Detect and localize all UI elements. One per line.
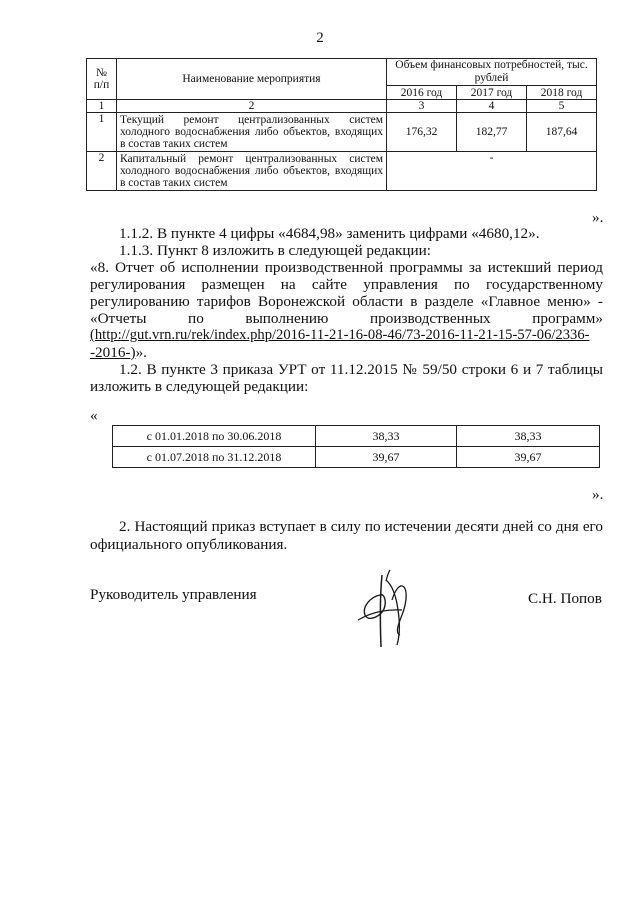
row-value-2017: 182,77 (457, 113, 527, 152)
header-volume: Объем финансовых потребностей, тыс. рублей (387, 59, 597, 86)
quote-close-1: ». (592, 209, 604, 226)
row-name: Капитальный ремонт централизованных систем холодного водоснабжения либо объектов, входящих в состав таких систем (117, 152, 387, 191)
item8-line2: регулирования размещен на сайте управления по государственному (90, 276, 603, 293)
row-name: Текущий ремонт централизованных систем холодного водоснабжения либо объектов, входящих в состав таких систем (117, 113, 387, 152)
row-num: 2 (87, 152, 117, 191)
signature-position: Руководитель управления (90, 586, 257, 603)
item8-line3: регулированию тарифов Воронежской области в разделе «Главное меню» - (90, 293, 603, 310)
signature-name: С.Н. Попов (528, 590, 602, 607)
period-cell: с 01.01.2018 по 30.06.2018 (113, 426, 316, 447)
item8-line4: «Отчеты по выполнению производственных программ» (90, 310, 603, 327)
header-name: Наименование мероприятия (117, 59, 387, 100)
item8-line1: «8. Отчет об исполнении производственной программы за истекший период (90, 259, 603, 276)
row-num: 1 (87, 113, 117, 152)
value-cell: 39,67 (316, 447, 457, 468)
row-dash: - (387, 152, 597, 191)
table-row (87, 113, 597, 152)
table-row (113, 426, 600, 447)
table-index-row (87, 100, 597, 113)
paragraph-1-1-2: 1.1.2. В пункте 4 цифры «4684,98» заменить цифрами «4680,12». (119, 225, 540, 242)
table-header-row (87, 59, 597, 86)
row-value-2018: 187,64 (527, 113, 597, 152)
paragraph-2-line1: 2. Настоящий приказ вступает в силу по истечении десяти дней со дня его (119, 518, 603, 535)
header-num: № п/п (87, 59, 117, 100)
header-year-2016: 2016 год (387, 86, 457, 100)
quote-close-2: ». (592, 486, 604, 503)
paragraph-1-1-3: 1.1.3. Пункт 8 изложить в следующей редакции: (119, 242, 432, 259)
index-cell: 3 (387, 100, 457, 113)
index-cell: 1 (87, 100, 117, 113)
financial-needs-table (86, 58, 597, 191)
quote-open: « (90, 407, 98, 424)
paragraph-1-2-line2: изложить в следующей редакции: (90, 378, 309, 395)
header-year-2018: 2018 год (527, 86, 597, 100)
tariff-table (112, 425, 600, 468)
paragraph-2-line2: официального опубликования. (90, 536, 288, 553)
value-cell: 38,33 (457, 426, 600, 447)
value-cell: 38,33 (316, 426, 457, 447)
paragraph-1-2-line1: 1.2. В пункте 3 приказа УРТ от 11.12.2015 № 59/50 строки 6 и 7 таблицы (119, 361, 603, 378)
index-cell: 4 (457, 100, 527, 113)
period-cell: с 01.07.2018 по 31.12.2018 (113, 447, 316, 468)
item8-link-tail: ». (135, 344, 147, 361)
table-row (113, 447, 600, 468)
item8-link-url-2[interactable]: -2016-) (90, 344, 136, 361)
item8-link[interactable] (90, 327, 605, 344)
index-cell: 5 (527, 100, 597, 113)
handwritten-signature (340, 565, 435, 655)
item8-link-url[interactable]: (http://gut.vrn.ru/rek/index.php/2016-11-21-16-08-46/73-2016-11-21-15-57-06/2336- (90, 327, 590, 343)
index-cell: 2 (117, 100, 387, 113)
item8-link-line2 (90, 344, 147, 361)
value-cell: 39,67 (457, 447, 600, 468)
page-number: 2 (316, 30, 324, 46)
header-year-2017: 2017 год (457, 86, 527, 100)
row-value-2016: 176,32 (387, 113, 457, 152)
table-row (87, 152, 597, 191)
